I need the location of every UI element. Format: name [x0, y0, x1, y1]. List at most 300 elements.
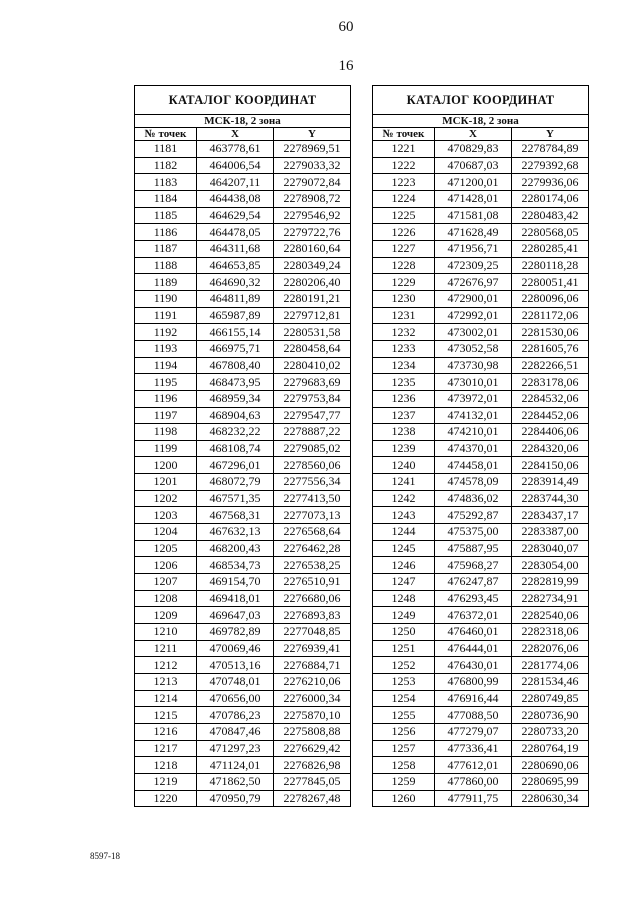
x-coordinate-cell: 470513,16 [197, 657, 274, 674]
table-row [135, 240, 351, 257]
point-number-cell: 1195 [135, 374, 197, 391]
y-coordinate-cell: 2277048,85 [274, 624, 351, 641]
x-coordinate-cell: 464438,08 [197, 190, 274, 207]
point-number-cell: 1259 [373, 773, 435, 790]
y-coordinate-cell: 2279936,06 [512, 174, 589, 191]
point-number-cell: 1198 [135, 424, 197, 441]
y-coordinate-cell: 2279547,77 [274, 407, 351, 424]
x-coordinate-cell: 477336,41 [435, 740, 512, 757]
point-number-cell: 1222 [373, 157, 435, 174]
point-number-cell: 1229 [373, 274, 435, 291]
y-coordinate-cell: 2279392,68 [512, 157, 589, 174]
y-coordinate-cell: 2282819,99 [512, 574, 589, 591]
point-number-cell: 1241 [373, 474, 435, 491]
x-coordinate-cell: 474370,01 [435, 440, 512, 457]
y-coordinate-cell: 2283437,17 [512, 507, 589, 524]
point-number-cell: 1188 [135, 257, 197, 274]
y-coordinate-cell: 2279546,92 [274, 207, 351, 224]
x-coordinate-cell: 476460,01 [435, 624, 512, 641]
y-coordinate-cell: 2278887,22 [274, 424, 351, 441]
x-coordinate-cell: 475375,00 [435, 524, 512, 541]
x-coordinate-cell: 476247,87 [435, 574, 512, 591]
x-coordinate-cell: 472992,01 [435, 307, 512, 324]
x-coordinate-cell: 468072,79 [197, 474, 274, 491]
x-coordinate-cell: 468473,95 [197, 374, 274, 391]
y-coordinate-cell: 2278267,48 [274, 790, 351, 807]
table-row [373, 723, 589, 740]
table-row [373, 657, 589, 674]
x-coordinate-cell: 471428,01 [435, 190, 512, 207]
y-coordinate-cell: 2280191,21 [274, 290, 351, 307]
table-row [373, 224, 589, 241]
table-row [135, 640, 351, 657]
x-coordinate-cell: 473052,58 [435, 340, 512, 357]
point-number-cell: 1247 [373, 574, 435, 591]
y-coordinate-cell: 2284320,06 [512, 440, 589, 457]
point-number-cell: 1232 [373, 324, 435, 341]
x-coordinate-cell: 471956,71 [435, 240, 512, 257]
x-coordinate-cell: 471581,08 [435, 207, 512, 224]
table-row [373, 190, 589, 207]
table-row [135, 557, 351, 574]
footer-code: 8597-18 [90, 851, 120, 861]
table-row [135, 490, 351, 507]
point-number-cell: 1252 [373, 657, 435, 674]
x-coordinate-cell: 463778,61 [197, 141, 274, 158]
x-coordinate-cell: 475292,87 [435, 507, 512, 524]
table-row [135, 757, 351, 774]
table-row [373, 790, 589, 807]
column-header-y: Y [274, 128, 351, 141]
x-coordinate-cell: 473972,01 [435, 390, 512, 407]
point-number-cell: 1248 [373, 590, 435, 607]
point-number-cell: 1219 [135, 773, 197, 790]
table-row [135, 440, 351, 457]
y-coordinate-cell: 2280690,06 [512, 757, 589, 774]
column-header-point: № точек [135, 128, 197, 141]
x-coordinate-cell: 469418,01 [197, 590, 274, 607]
point-number-cell: 1226 [373, 224, 435, 241]
point-number-cell: 1204 [135, 524, 197, 541]
x-coordinate-cell: 476444,01 [435, 640, 512, 657]
x-coordinate-cell: 464478,05 [197, 224, 274, 241]
x-coordinate-cell: 470687,03 [435, 157, 512, 174]
table-row [135, 141, 351, 158]
x-coordinate-cell: 467808,40 [197, 357, 274, 374]
table-row [373, 390, 589, 407]
x-coordinate-cell: 466155,14 [197, 324, 274, 341]
point-number-cell: 1242 [373, 490, 435, 507]
point-number-cell: 1220 [135, 790, 197, 807]
y-coordinate-cell: 2276893,83 [274, 607, 351, 624]
point-number-cell: 1205 [135, 540, 197, 557]
y-coordinate-cell: 2283040,07 [512, 540, 589, 557]
y-coordinate-cell: 2275870,10 [274, 707, 351, 724]
point-number-cell: 1202 [135, 490, 197, 507]
point-number-cell: 1237 [373, 407, 435, 424]
point-number-cell: 1189 [135, 274, 197, 291]
point-number-cell: 1228 [373, 257, 435, 274]
table-row [373, 290, 589, 307]
x-coordinate-cell: 468200,43 [197, 540, 274, 557]
table-row [373, 540, 589, 557]
x-coordinate-cell: 470950,79 [197, 790, 274, 807]
x-coordinate-cell: 472900,01 [435, 290, 512, 307]
point-number-cell: 1184 [135, 190, 197, 207]
table-row [135, 407, 351, 424]
point-number-cell: 1240 [373, 457, 435, 474]
point-number-cell: 1223 [373, 174, 435, 191]
table-row [373, 474, 589, 491]
y-coordinate-cell: 2276000,34 [274, 690, 351, 707]
table-row [135, 773, 351, 790]
y-coordinate-cell: 2277845,05 [274, 773, 351, 790]
table-row [135, 690, 351, 707]
y-coordinate-cell: 2276210,06 [274, 674, 351, 691]
x-coordinate-cell: 476800,99 [435, 674, 512, 691]
y-coordinate-cell: 2280749,85 [512, 690, 589, 707]
y-coordinate-cell: 2283914,49 [512, 474, 589, 491]
x-coordinate-cell: 474210,01 [435, 424, 512, 441]
table-row [135, 274, 351, 291]
y-coordinate-cell: 2281172,06 [512, 307, 589, 324]
x-coordinate-cell: 469154,70 [197, 574, 274, 591]
y-coordinate-cell: 2278908,72 [274, 190, 351, 207]
y-coordinate-cell: 2280695,99 [512, 773, 589, 790]
table-row [373, 307, 589, 324]
table-row [373, 757, 589, 774]
x-coordinate-cell: 467571,35 [197, 490, 274, 507]
point-number-cell: 1256 [373, 723, 435, 740]
table-row [135, 207, 351, 224]
table-row [373, 640, 589, 657]
point-number-cell: 1215 [135, 707, 197, 724]
table-row [373, 773, 589, 790]
table-row [135, 657, 351, 674]
point-number-cell: 1251 [373, 640, 435, 657]
table-row [135, 740, 351, 757]
x-coordinate-cell: 477279,07 [435, 723, 512, 740]
table-row [135, 790, 351, 807]
table-row [373, 574, 589, 591]
y-coordinate-cell: 2282076,06 [512, 640, 589, 657]
coordinate-catalog-right [372, 85, 589, 807]
y-coordinate-cell: 2279683,69 [274, 374, 351, 391]
y-coordinate-cell: 2277413,50 [274, 490, 351, 507]
table-row [135, 307, 351, 324]
x-coordinate-cell: 464311,68 [197, 240, 274, 257]
x-coordinate-cell: 470829,83 [435, 141, 512, 158]
point-number-cell: 1236 [373, 390, 435, 407]
table-row [135, 290, 351, 307]
y-coordinate-cell: 2280206,40 [274, 274, 351, 291]
y-coordinate-cell: 2283054,00 [512, 557, 589, 574]
point-number-cell: 1221 [373, 141, 435, 158]
point-number-cell: 1183 [135, 174, 197, 191]
x-coordinate-cell: 470656,00 [197, 690, 274, 707]
y-coordinate-cell: 2280096,06 [512, 290, 589, 307]
y-coordinate-cell: 2279085,02 [274, 440, 351, 457]
y-coordinate-cell: 2279712,81 [274, 307, 351, 324]
x-coordinate-cell: 468232,22 [197, 424, 274, 441]
page-number: 60 [338, 19, 354, 35]
table-row [135, 374, 351, 391]
x-coordinate-cell: 476293,45 [435, 590, 512, 607]
x-coordinate-cell: 474132,01 [435, 407, 512, 424]
x-coordinate-cell: 467632,13 [197, 524, 274, 541]
x-coordinate-cell: 464006,54 [197, 157, 274, 174]
x-coordinate-cell: 467568,31 [197, 507, 274, 524]
x-coordinate-cell: 477911,75 [435, 790, 512, 807]
point-number-cell: 1239 [373, 440, 435, 457]
x-coordinate-cell: 473730,98 [435, 357, 512, 374]
column-header-x: X [435, 128, 512, 141]
point-number-cell: 1245 [373, 540, 435, 557]
x-coordinate-cell: 471862,50 [197, 773, 274, 790]
x-coordinate-cell: 464690,32 [197, 274, 274, 291]
y-coordinate-cell: 2281774,06 [512, 657, 589, 674]
x-coordinate-cell: 468108,74 [197, 440, 274, 457]
x-coordinate-cell: 472309,25 [435, 257, 512, 274]
x-coordinate-cell: 467296,01 [197, 457, 274, 474]
table-row [135, 474, 351, 491]
point-number-cell: 1225 [373, 207, 435, 224]
y-coordinate-cell: 2279753,84 [274, 390, 351, 407]
y-coordinate-cell: 2281605,76 [512, 340, 589, 357]
point-number-cell: 1203 [135, 507, 197, 524]
point-number-cell: 1255 [373, 707, 435, 724]
table-row [135, 540, 351, 557]
y-coordinate-cell: 2279033,32 [274, 157, 351, 174]
y-coordinate-cell: 2276826,98 [274, 757, 351, 774]
column-header-point: № точек [373, 128, 435, 141]
y-coordinate-cell: 2280764,19 [512, 740, 589, 757]
y-coordinate-cell: 2282734,91 [512, 590, 589, 607]
point-number-cell: 1201 [135, 474, 197, 491]
x-coordinate-cell: 470847,46 [197, 723, 274, 740]
point-number-cell: 1244 [373, 524, 435, 541]
y-coordinate-cell: 2284532,06 [512, 390, 589, 407]
y-coordinate-cell: 2280736,90 [512, 707, 589, 724]
point-number-cell: 1187 [135, 240, 197, 257]
point-number-cell: 1192 [135, 324, 197, 341]
x-coordinate-cell: 477612,01 [435, 757, 512, 774]
table-row [373, 607, 589, 624]
point-number-cell: 1206 [135, 557, 197, 574]
y-coordinate-cell: 2280568,05 [512, 224, 589, 241]
table-row [373, 507, 589, 524]
column-header-x: X [197, 128, 274, 141]
point-number-cell: 1238 [373, 424, 435, 441]
x-coordinate-cell: 474578,09 [435, 474, 512, 491]
y-coordinate-cell: 2280410,02 [274, 357, 351, 374]
table-row [373, 590, 589, 607]
table-row [373, 141, 589, 158]
table-row [135, 723, 351, 740]
table-row [373, 440, 589, 457]
table-row [373, 257, 589, 274]
point-number-cell: 1230 [373, 290, 435, 307]
point-number-cell: 1243 [373, 507, 435, 524]
table-row [373, 207, 589, 224]
x-coordinate-cell: 474836,02 [435, 490, 512, 507]
catalog-subtitle: МСК-18, 2 зона [135, 115, 351, 128]
table-row [135, 257, 351, 274]
x-coordinate-cell: 471124,01 [197, 757, 274, 774]
y-coordinate-cell: 2279722,76 [274, 224, 351, 241]
table-row [135, 340, 351, 357]
table-row [135, 324, 351, 341]
y-coordinate-cell: 2282318,06 [512, 624, 589, 641]
x-coordinate-cell: 475887,95 [435, 540, 512, 557]
x-coordinate-cell: 473002,01 [435, 324, 512, 341]
x-coordinate-cell: 472676,97 [435, 274, 512, 291]
point-number-cell: 1227 [373, 240, 435, 257]
point-number-cell: 1191 [135, 307, 197, 324]
x-coordinate-cell: 470069,46 [197, 640, 274, 657]
y-coordinate-cell: 2280285,41 [512, 240, 589, 257]
x-coordinate-cell: 469782,89 [197, 624, 274, 641]
y-coordinate-cell: 2276538,25 [274, 557, 351, 574]
y-coordinate-cell: 2282266,51 [512, 357, 589, 374]
point-number-cell: 1224 [373, 190, 435, 207]
point-number-cell: 1233 [373, 340, 435, 357]
table-row [373, 490, 589, 507]
table-row [135, 424, 351, 441]
table-row [373, 374, 589, 391]
catalog-subtitle: МСК-18, 2 зона [373, 115, 589, 128]
table-row [373, 524, 589, 541]
y-coordinate-cell: 2277073,13 [274, 507, 351, 524]
y-coordinate-cell: 2283744,30 [512, 490, 589, 507]
x-coordinate-cell: 470786,23 [197, 707, 274, 724]
table-row [373, 324, 589, 341]
table-row [135, 607, 351, 624]
table-row [135, 674, 351, 691]
x-coordinate-cell: 464811,89 [197, 290, 274, 307]
table-row [135, 524, 351, 541]
point-number-cell: 1231 [373, 307, 435, 324]
table-row [373, 240, 589, 257]
table-row [373, 357, 589, 374]
y-coordinate-cell: 2284452,06 [512, 407, 589, 424]
y-coordinate-cell: 2281530,06 [512, 324, 589, 341]
point-number-cell: 1200 [135, 457, 197, 474]
x-coordinate-cell: 469647,03 [197, 607, 274, 624]
catalog-title: КАТАЛОГ КООРДИНАТ [373, 86, 589, 115]
x-coordinate-cell: 471628,49 [435, 224, 512, 241]
table-row [135, 224, 351, 241]
point-number-cell: 1199 [135, 440, 197, 457]
table-row [373, 457, 589, 474]
y-coordinate-cell: 2280531,58 [274, 324, 351, 341]
y-coordinate-cell: 2277556,34 [274, 474, 351, 491]
table-row [135, 624, 351, 641]
y-coordinate-cell: 2280630,34 [512, 790, 589, 807]
y-coordinate-cell: 2280483,42 [512, 207, 589, 224]
point-number-cell: 1250 [373, 624, 435, 641]
x-coordinate-cell: 473010,01 [435, 374, 512, 391]
point-number-cell: 1213 [135, 674, 197, 691]
column-header-y: Y [512, 128, 589, 141]
y-coordinate-cell: 2276510,91 [274, 574, 351, 591]
y-coordinate-cell: 2280160,64 [274, 240, 351, 257]
y-coordinate-cell: 2276568,64 [274, 524, 351, 541]
x-coordinate-cell: 476372,01 [435, 607, 512, 624]
y-coordinate-cell: 2280118,28 [512, 257, 589, 274]
x-coordinate-cell: 475968,27 [435, 557, 512, 574]
x-coordinate-cell: 464629,54 [197, 207, 274, 224]
point-number-cell: 1181 [135, 141, 197, 158]
point-number-cell: 1208 [135, 590, 197, 607]
point-number-cell: 1209 [135, 607, 197, 624]
point-number-cell: 1185 [135, 207, 197, 224]
x-coordinate-cell: 468959,34 [197, 390, 274, 407]
y-coordinate-cell: 2279072,84 [274, 174, 351, 191]
table-row [135, 590, 351, 607]
x-coordinate-cell: 464653,85 [197, 257, 274, 274]
y-coordinate-cell: 2280349,24 [274, 257, 351, 274]
table-row [135, 190, 351, 207]
point-number-cell: 1217 [135, 740, 197, 757]
table-row [135, 707, 351, 724]
point-number-cell: 1249 [373, 607, 435, 624]
y-coordinate-cell: 2283387,00 [512, 524, 589, 541]
point-number-cell: 1207 [135, 574, 197, 591]
table-row [135, 457, 351, 474]
table-row [373, 740, 589, 757]
y-coordinate-cell: 2280458,64 [274, 340, 351, 357]
table-row [373, 690, 589, 707]
point-number-cell: 1190 [135, 290, 197, 307]
x-coordinate-cell: 474458,01 [435, 457, 512, 474]
y-coordinate-cell: 2284150,06 [512, 457, 589, 474]
point-number-cell: 1246 [373, 557, 435, 574]
table-row [373, 624, 589, 641]
x-coordinate-cell: 468534,73 [197, 557, 274, 574]
point-number-cell: 1253 [373, 674, 435, 691]
y-coordinate-cell: 2280051,41 [512, 274, 589, 291]
point-number-cell: 1197 [135, 407, 197, 424]
y-coordinate-cell: 2278784,89 [512, 141, 589, 158]
x-coordinate-cell: 476430,01 [435, 657, 512, 674]
y-coordinate-cell: 2278560,06 [274, 457, 351, 474]
table-row [135, 574, 351, 591]
table-row [135, 390, 351, 407]
y-coordinate-cell: 2276884,71 [274, 657, 351, 674]
table-row [135, 357, 351, 374]
table-row [373, 340, 589, 357]
y-coordinate-cell: 2275808,88 [274, 723, 351, 740]
y-coordinate-cell: 2281534,46 [512, 674, 589, 691]
table-row [373, 557, 589, 574]
y-coordinate-cell: 2282540,06 [512, 607, 589, 624]
y-coordinate-cell: 2276939,41 [274, 640, 351, 657]
point-number-cell: 1214 [135, 690, 197, 707]
table-row [373, 157, 589, 174]
point-number-cell: 1194 [135, 357, 197, 374]
y-coordinate-cell: 2276680,06 [274, 590, 351, 607]
table-row [373, 707, 589, 724]
y-coordinate-cell: 2276462,28 [274, 540, 351, 557]
point-number-cell: 1257 [373, 740, 435, 757]
table-row [135, 507, 351, 524]
point-number-cell: 1182 [135, 157, 197, 174]
point-number-cell: 1218 [135, 757, 197, 774]
point-number-cell: 1212 [135, 657, 197, 674]
point-number-cell: 1258 [373, 757, 435, 774]
point-number-cell: 1186 [135, 224, 197, 241]
